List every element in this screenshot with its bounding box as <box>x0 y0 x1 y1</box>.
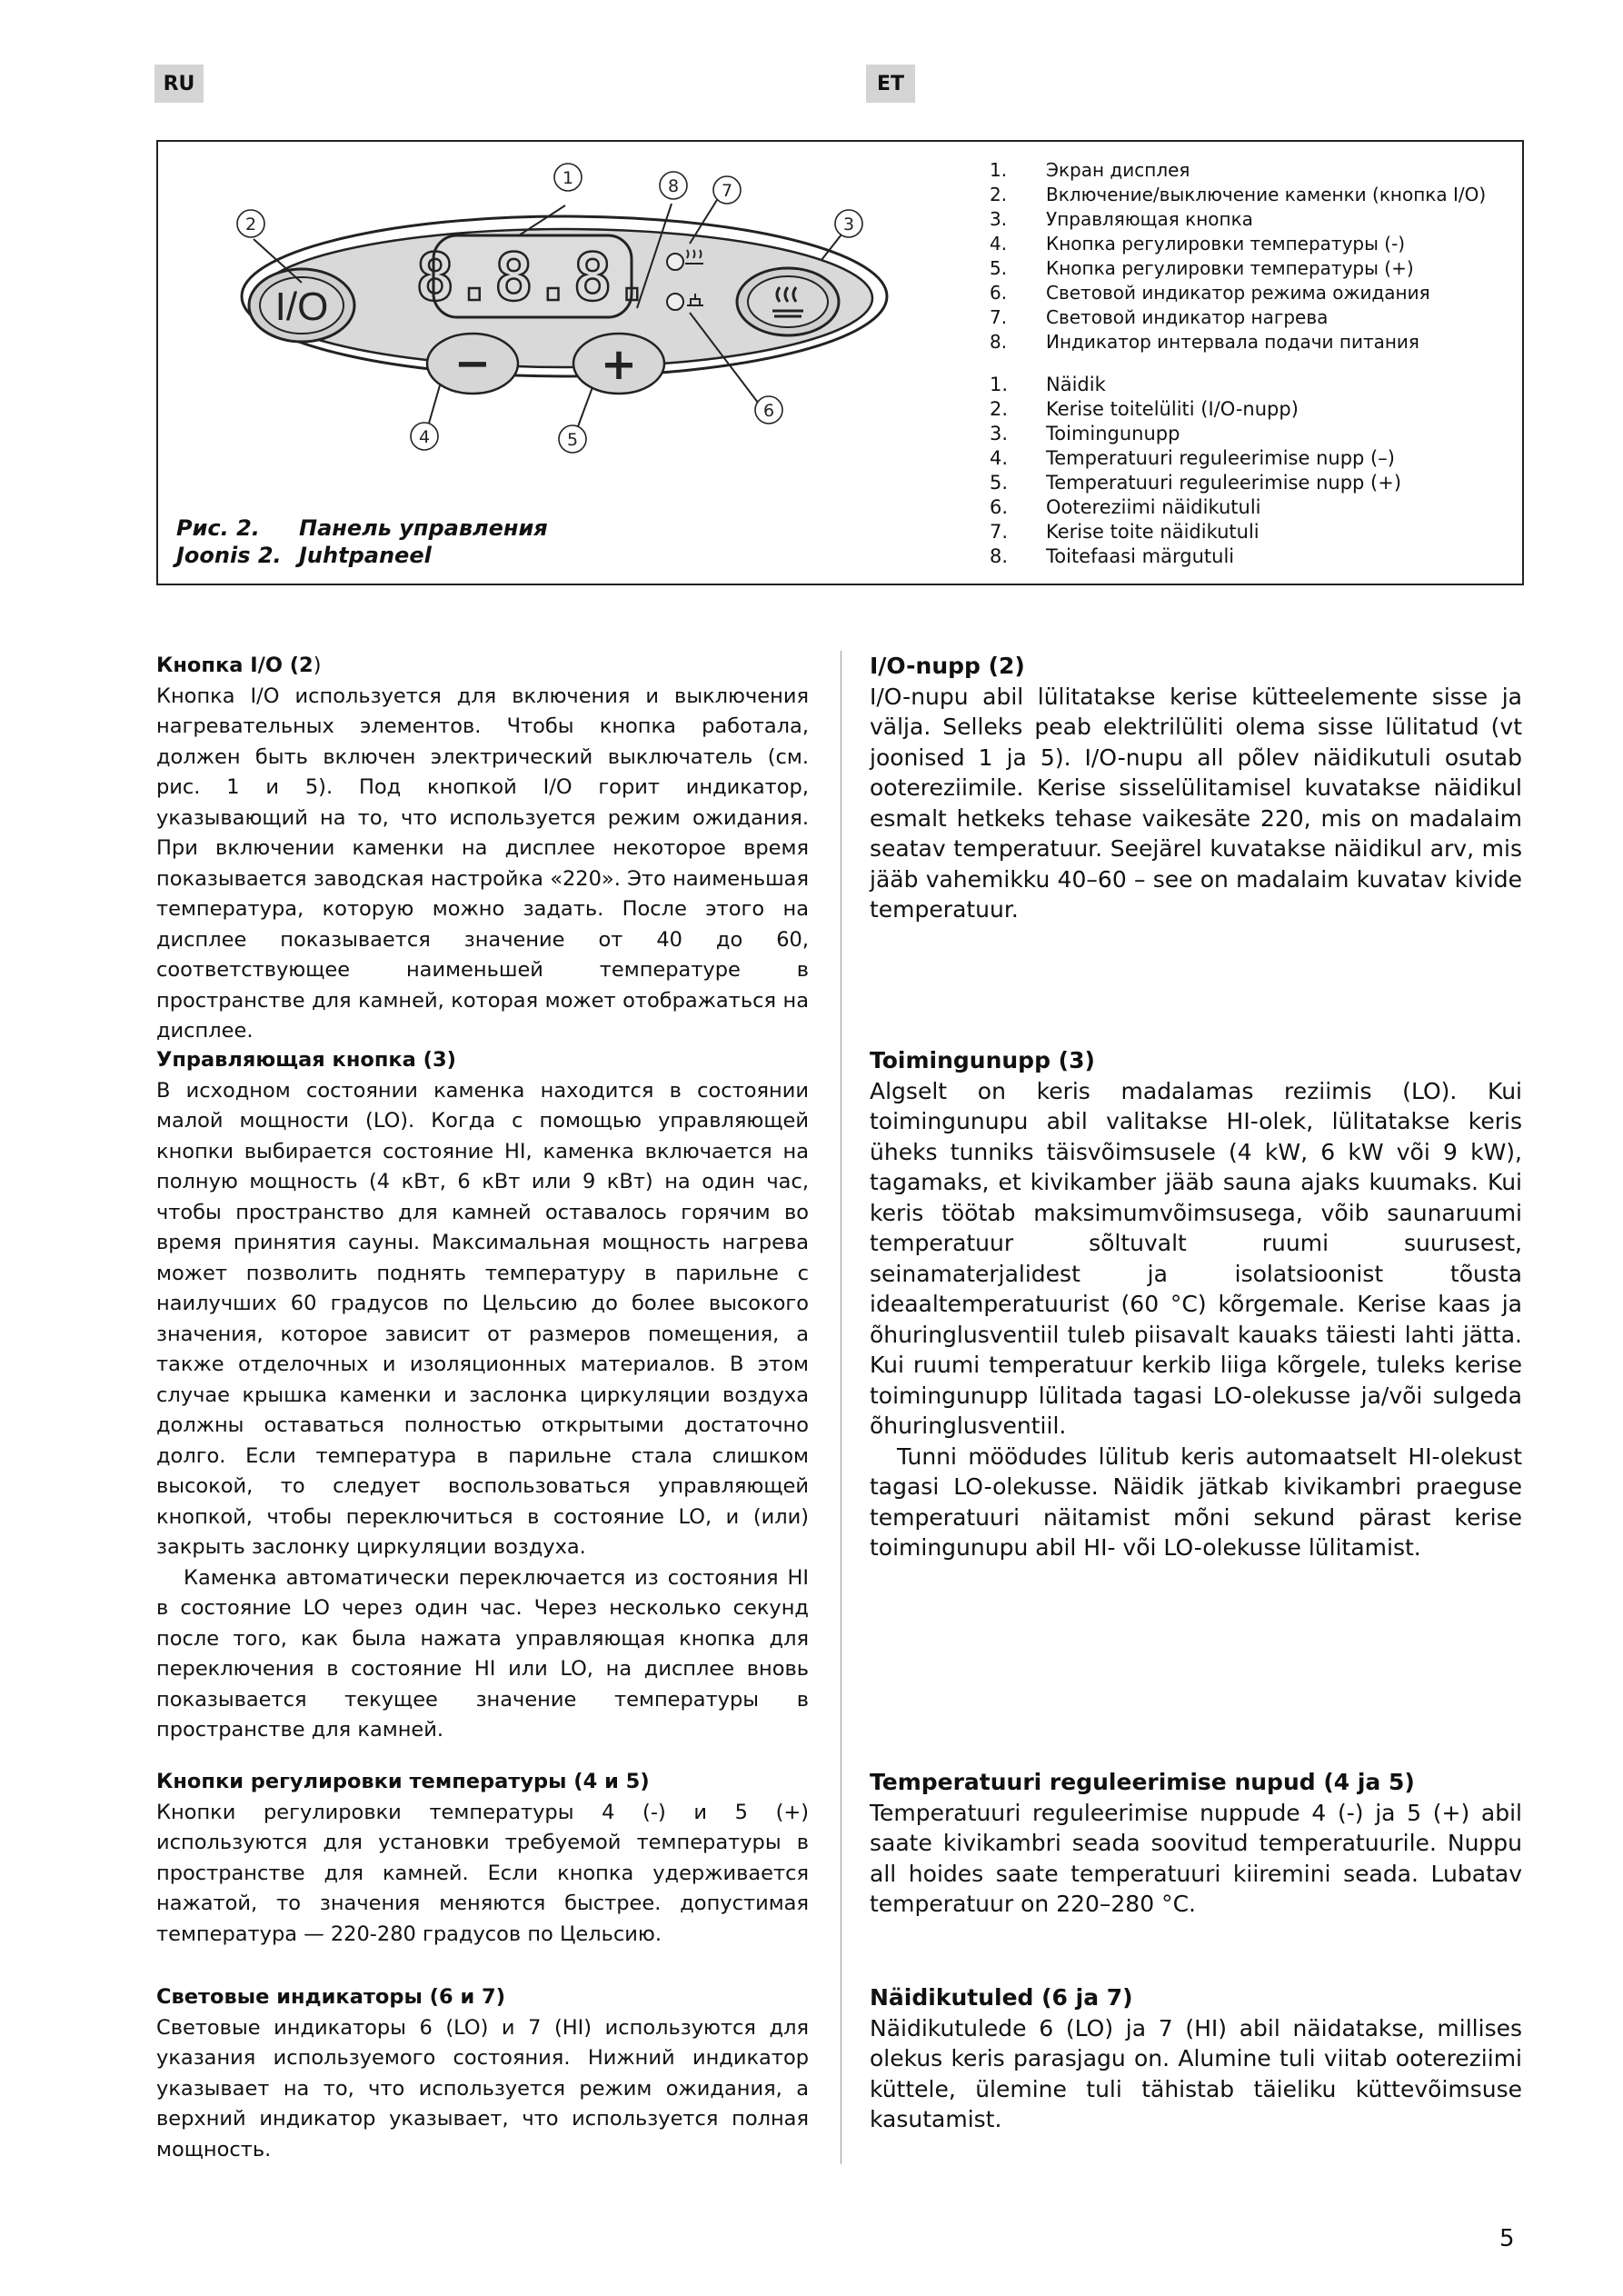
plus-label: + <box>600 339 638 390</box>
figure-control-panel <box>156 140 1524 585</box>
section-paragraph: Кнопка I/O используется для включения и выключения нагревательных элементов. Чтобы кнопка работала, должен быть включен электрический выключатель (см. рис. 1 и 5). Под кнопкой I/O горит индикатор, указывающий на то, что используется режим ожидания. При включении каменки на дисплее некоторое время показывается заводская настройка «220». Это наименьшая температура, которую можно задать. После этого на дисплее показывается значение от 40 до 60, соответствующее наименьшей температуре в пространстве для камней, которая может отображаться на дисплее. <box>156 684 809 1043</box>
section-paragraph: Световые индикаторы 6 (LO) и 7 (HI) используются для указания используемого состояния. Нижний индикатор указывает на то, что используется режим ожидания, а верхний индикатор указывает, что используется полная мощность. <box>156 2015 809 2161</box>
caption-title-et: Juhtpaneel <box>299 543 432 568</box>
svg-text:3: 3 <box>842 215 855 235</box>
section-temp-buttons-et <box>870 1767 1522 1920</box>
legend-et <box>990 373 1401 569</box>
standby-indicator-light <box>667 294 683 310</box>
section-paragraph: I/O-nupu abil lülitatakse kerise kütteelemente sisse ja välja. Selleks peab elektrilüliti olema sisse lülitatud (vt joonised 1 ja 5). I/O-nupu all põlev näidikutuli osutab ootereziimile. Kerise sisselülitamisel kuvatakse näidikul esmalt hetkeks tehase vaikesäte 220, mis on madalaim seatav temperatuur. Seejärel kuvatakse näidikul arv, mis jääb vahemikku 40–60 – see on madalaim kuvatav kivide temperatuur. <box>870 683 1522 923</box>
legend-item: 1. Экран дисплея <box>990 159 1190 181</box>
legend-item: 4. Temperatuuri reguleerimise nupp (–) <box>990 447 1395 469</box>
svg-text:4: 4 <box>418 427 431 447</box>
section-indicators-ru <box>156 1982 809 2165</box>
section-indicators-et <box>870 1982 1522 2135</box>
svg-text:7: 7 <box>721 181 733 201</box>
legend-item: 3. Управляющая кнопка <box>990 208 1253 230</box>
section-heading: Световые индикаторы (6 и 7) <box>156 1985 505 2009</box>
language-tag-et: ET <box>866 65 915 103</box>
section-paragraph: Näidikutulede 6 (LO) ja 7 (HI) abil näidatakse, millises olekus keris parasjagu on. Alumine tuli viitab ootereziimi küttele, ülemine tuli tähistab täieliku küttevõimsuse kasutamist. <box>870 2014 1522 2132</box>
section-paragraph: Каменка автоматически переключается из состояния HI в состояние LO через один час. Через несколько секунд после того, как была нажата управляющая кнопка для переключения в состояние HI или LO, на дисплее вновь показывается текущее значение температуры в пространстве для камней. <box>156 1565 809 1742</box>
legend-item: 5. Кнопка регулировки температуры (+) <box>990 257 1414 279</box>
svg-text:5: 5 <box>566 430 579 450</box>
caption-number-ru: Рис. 2. <box>176 515 260 541</box>
svg-text:8: 8 <box>667 176 680 196</box>
legend-item: 1. Näidik <box>990 374 1106 395</box>
legend-item: 8. Toitefaasi märgutuli <box>990 545 1235 567</box>
section-io-button-et <box>870 651 1522 925</box>
section-heading: Toimingunupp (3) <box>870 1047 1095 1073</box>
section-paragraph: Кнопки регулировки температуры 4 (-) и 5 (+) используются для установки требуемой температуры в пространстве для камней. Если кнопка удерживается нажатой, то значения меняются быстрее. допустимая температура — 220-280 градусов по Цельсию. <box>156 1800 809 1946</box>
legend-item: 5. Temperatuuri reguleerimise nupp (+) <box>990 472 1402 494</box>
section-heading: Управляющая кнопка (3) <box>156 1048 456 1072</box>
caption-title-ru: Панель управления <box>299 515 548 541</box>
legend-item: 7. Световой индикатор нагрева <box>990 306 1329 328</box>
legend-item: 6. Световой индикатор режима ожидания <box>990 282 1430 304</box>
legend-item: 3. Toimingunupp <box>990 423 1180 444</box>
legend-ru <box>990 158 1486 354</box>
section-paragraph: Algselt on keris madalamas reziimis (LO). Kui toimingunupu abil valitakse HI-olek, lülitatakse keris üheks tunniks täisvõimsusele (4 kW, 6 kW või 9 kW), tagamaks, et kivikamber jääb sauna ajaks kuumaks. Kui keris töötab maksimumvõimsusega, võib saunaruumi temperatuur sõltuvalt ruumi suurusest, seinamaterjalidest ja isolatsioonist tõusta ideaaltemperatuurist (60 °C) kõrgemale. Kerise kaas ja õhuringlusventiil tuleb piisavalt kauaks täiesti lahti jätta. Kui ruumi temperatuur kerkib liiga kõrgele, tuleks kerise toimingunupp lülitada tagasi LO-olekusse ja/või sulgeda õhuringlusventiil. <box>870 1077 1522 1439</box>
minus-button <box>427 334 518 394</box>
language-tag-ru: RU <box>154 65 204 103</box>
svg-text:1: 1 <box>562 168 574 188</box>
heating-indicator-light <box>667 254 683 270</box>
plus-button <box>573 334 664 394</box>
section-action-button-ru <box>156 1045 809 1746</box>
section-heading: Кнопка I/O (2) <box>156 654 322 677</box>
io-button <box>249 269 354 342</box>
section-paragraph: Temperatuuri reguleerimise nuppude 4 (-) ja 5 (+) abil saate kivikambri seada soovitud temperatuurile. Nuppu all hoides saate temperatuuri kiiremini seada. Lubatav temperatuur on 220–280 °C. <box>870 1799 1522 1917</box>
display-digits: 8.8.8. <box>414 239 652 315</box>
io-button-label: I/O <box>274 285 329 329</box>
svg-text:6: 6 <box>762 401 775 421</box>
legend-item: 7. Kerise toite näidikutuli <box>990 521 1260 543</box>
action-button <box>737 268 839 335</box>
control-panel-illustration <box>158 142 976 514</box>
display-screen <box>415 235 652 317</box>
section-io-button-ru <box>156 651 809 1047</box>
svg-text:2: 2 <box>244 215 257 235</box>
section-heading: Temperatuuri reguleerimise nupud (4 ja 5) <box>870 1769 1415 1795</box>
section-heading: I/O-nupp (2) <box>870 653 1025 679</box>
legend-item: 2. Включение/выключение каменки (кнопка I/O) <box>990 184 1487 205</box>
legend-item: 4. Кнопка регулировки температуры (-) <box>990 233 1406 255</box>
page-number: 5 <box>1499 2225 1515 2252</box>
figure-caption <box>176 514 548 569</box>
section-action-button-et <box>870 1045 1522 1563</box>
legend-item: 8. Индикатор интервала подачи питания <box>990 331 1419 353</box>
section-temp-buttons-ru <box>156 1767 809 1950</box>
legend-item: 2. Kerise toitelüliti (I/O-nupp) <box>990 398 1299 420</box>
section-paragraph: В исходном состоянии каменка находится в состоянии малой мощности (LO). Когда с помощью управляющей кнопки выбирается состояние HI, каменка включается на полную мощность (4 кВт, 6 кВт или 9 кВт) на один час, чтобы пространство для камней оставалось горячим во время принятия сауны. Максимальная мощность нагрева может позволить поднять температуру в парильне с наилучших 60 градусов по Цельсию до более высокого значения, которое зависит от размеров помещения, а также отделочных и изоляционных материалов. В этом случае крышка каменки и заслонка циркуляции воздуха должны оставаться полностью открытыми достаточно долго. Если температура в парильне стала слишком высокой, то следует воспользоваться управляющей кнопкой, чтобы переключиться в состояние LO, и (или) закрыть заслонку циркуляции воздуха. <box>156 1078 809 1559</box>
section-heading: Кнопки регулировки температуры (4 и 5) <box>156 1770 650 1793</box>
minus-label: − <box>453 338 492 389</box>
legend-item: 6. Ootereziimi näidikutuli <box>990 496 1261 518</box>
section-heading: Näidikutuled (6 ja 7) <box>870 1984 1133 2011</box>
section-paragraph: Tunni möödudes lülitub keris automaatselt HI-olekust tagasi LO-olekusse. Näidik jätkab kivikambri praeguse temperatuuri näitamist mõni sekund pärast kerise toimingunupu abil HI- või LO-olekusse lülitamist. <box>870 1442 1522 1561</box>
caption-number-et: Joonis 2. <box>176 543 282 568</box>
